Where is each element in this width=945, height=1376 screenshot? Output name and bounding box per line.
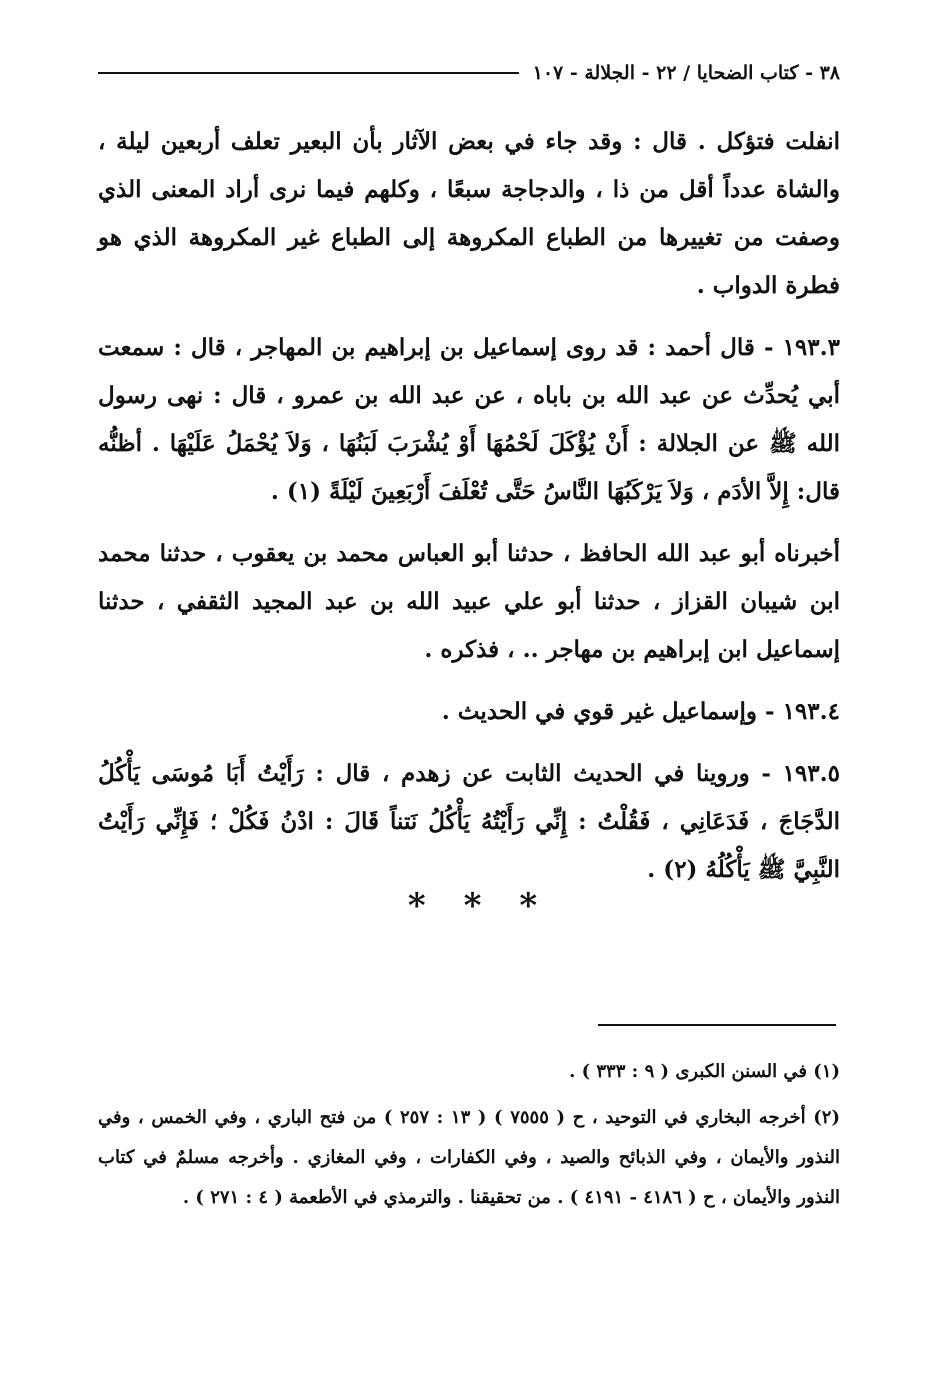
main-text [98, 118, 840, 908]
section-ornament: *** [407, 886, 576, 926]
paragraph-193-3: ١٩٣.٣ - قال أحمد : قد روى إسماعيل بن إبراهيم بن المهاجر ، قال : سمعت أبي يُحدِّث عن عبد الله بن باباه ، عن عبد الله بن عمرو ، قال : نهى رسول الله ﷺ عن الجلالة : أَنْ يُؤْكَلَ لَحْمُهَا أَوْ يُشْرَبَ لَبَنُهَا ، وَلاَ يُحْمَلُ عَلَيْهَا . أظنُّه قال: إِلاَّ الأدَم ، وَلاَ يَرْكَبُهَا النَّاسُ حَتَّى تُعْلَفَ أَرْبَعِينَ لَيْلَةً (١) . [98, 334, 840, 505]
header-rule [98, 72, 519, 74]
paragraph-continuation: انفلت فتؤكل . قال : وقد جاء في بعض الآثار بأن البعير تعلف أربعين ليلة ، والشاة عدداً أقل من ذا ، والدجاجة سبعًا ، وكلهم فيما نرى أراد المعنى الذي وصفت من تغييرها من الطباع المكروهة إلى الطباع غير المكروهة الذي هو فطرة الدواب . [98, 128, 840, 299]
running-head-text: ٣٨ - كتاب الضحايا / ٢٢ - الجلالة - ١٠٧ [532, 62, 840, 84]
footnote-1: (١) في السنن الكبرى ( ٩ : ٣٣٣ ) . [569, 1061, 840, 1082]
footnotes [98, 1052, 840, 1224]
running-header [98, 60, 840, 86]
paragraph-193-5: ١٩٣.٥ - وروينا في الحديث الثابت عن زهدم ، قال : رَأَيْتُ أَبَا مُوسَى يَأْكُلُ الدَّجَاجَ ، فَدَعَانِي ، فَقُلْتُ : إِنِّي رَأَيْتُهُ يَأْكُلُ نَتناً قَالَ : ادْنُ فَكُلْ ؛ فَإِنِّي رَأَيْتُ النَّبِيَّ ﷺ يَأْكُلُهُ (٢) . [98, 760, 840, 883]
paragraph-isnad: أخبرناه أبو عبد الله الحافظ ، حدثنا أبو العباس محمد بن يعقوب ، حدثنا محمد ابن شيبان القزاز ، حدثنا أبو علي عبيد الله بن عبد المجيد الثقفي ، حدثنا إسماعيل ابن إبراهيم بن مهاجر .. ، فذكره . [98, 540, 840, 663]
footnote-rule [598, 1024, 836, 1026]
footnote-2: (٢) أخرجه البخاري في التوحيد ، ح ( ٧٥٥٥ ) ( ١٣ : ٢٥٧ ) من فتح الباري ، وفي الخمس ، وفي النذور والأيمان ، وفي الذبائح والصيد ، وفي الكفارات ، وفي المغازي . وأخرجه مسلمٌ في كتاب النذور والأيمان ، ح ( ٤١٨٦ - ٤١٩١ ) . من تحقيقنا . والترمذي في الأطعمة ( ٤ : ٢٧١ ) . [98, 1107, 840, 1208]
paragraph-193-4: ١٩٣.٤ - وإسماعيل غير قوي في الحديث . [441, 698, 840, 725]
